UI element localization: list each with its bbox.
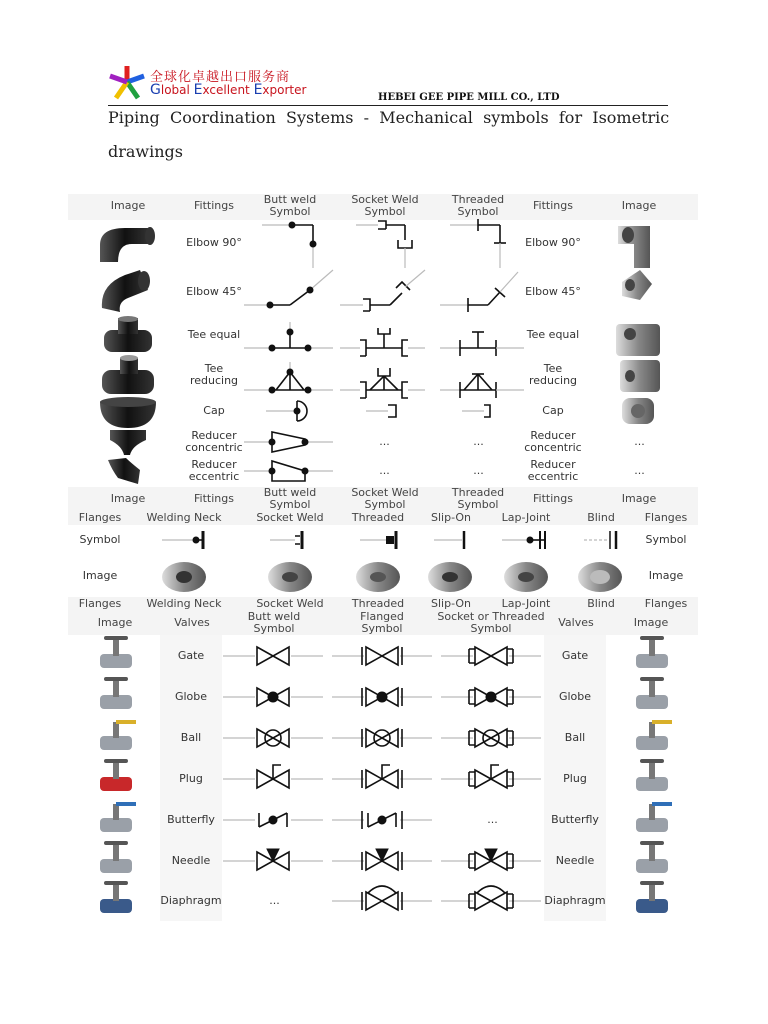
fittings-header-cell: Fittings xyxy=(533,199,573,212)
fitting-name-right: Elbow 90° xyxy=(525,236,581,249)
page-title: Piping Coordination Systems - Mechanical symbols for Isometric xyxy=(108,108,670,127)
globe-valve-image-left xyxy=(100,677,132,709)
fittings-footer-cell: Fittings xyxy=(194,492,234,505)
flanges-footer-cell: Socket Weld xyxy=(256,597,324,610)
fitting-name-left: Tee equal xyxy=(187,328,241,341)
flanges-footer-cell: Lap-Joint xyxy=(501,597,551,610)
flanges-header-cell: Slip-On xyxy=(431,511,471,524)
fitting-name-left: Elbow 45° xyxy=(186,285,242,298)
fittings-footer-cell: Fittings xyxy=(533,492,573,505)
fittings-header-cell: Fittings xyxy=(194,199,234,212)
reducer-concentric-socket-ellipsis: ... xyxy=(379,435,390,448)
valve-name-left: Plug xyxy=(179,772,203,785)
fittings-footer-cell: Threaded Symbol xyxy=(451,486,505,511)
fittings-header-cell: Butt weld Symbol xyxy=(263,193,317,218)
fittings-footer-cell: Image xyxy=(621,492,657,505)
fitting-name-left: Cap xyxy=(203,404,225,417)
diaphragm-valve-image-left xyxy=(100,881,132,913)
logo-en-text: Global Excellent Exporter xyxy=(150,82,307,98)
fittings-header-cell: Image xyxy=(621,199,657,212)
fitting-name-right: Cap xyxy=(542,404,564,417)
fitting-name-left: Reducer concentric xyxy=(185,429,243,454)
valve-name-right: Gate xyxy=(561,649,589,662)
gate-valve-image-right xyxy=(636,636,668,668)
butterfly-threaded-ellipsis: ... xyxy=(487,813,498,826)
flange-symbol-label-right: Symbol xyxy=(645,533,687,546)
fittings-footer-cell: Socket Weld Symbol xyxy=(351,486,419,511)
fitting-name-left: Elbow 90° xyxy=(186,236,242,249)
valve-name-left: Globe xyxy=(174,690,208,703)
company-name: HEBEI GEE PIPE MILL CO., LTD xyxy=(378,92,560,103)
valves-header-cell: Image xyxy=(633,616,669,629)
flanges-footer-cell: Welding Neck xyxy=(146,597,222,610)
needle-valve-image-right xyxy=(636,841,668,873)
reducer-concentric-threaded-ellipsis: ... xyxy=(473,435,484,448)
valve-name-left: Diaphragm xyxy=(160,894,222,907)
flanges-header-cell: Welding Neck xyxy=(146,511,222,524)
plug-valve-image-left xyxy=(100,759,132,791)
valve-name-right: Globe xyxy=(558,690,592,703)
fittings-footer-cell: Image xyxy=(110,492,146,505)
valves-header-cell: Image xyxy=(97,616,133,629)
valve-name-left: Butterfly xyxy=(167,813,215,826)
valve-name-right: Butterfly xyxy=(551,813,599,826)
flange-symbol-label-left: Symbol xyxy=(79,533,121,546)
valve-name-right: Needle xyxy=(555,854,595,867)
butterfly-valve-image-right xyxy=(636,802,672,832)
valve-name-left: Ball xyxy=(180,731,202,744)
flanges-header-cell: Lap-Joint xyxy=(501,511,551,524)
flanges-header-cell: Socket Weld xyxy=(256,511,324,524)
valve-name-right: Plug xyxy=(563,772,587,785)
butterfly-valve-image-left xyxy=(100,802,136,832)
valve-name-left: Needle xyxy=(171,854,211,867)
fitting-name-right: Elbow 45° xyxy=(525,285,581,298)
flanges-footer-cell: Slip-On xyxy=(431,597,471,610)
valves-header-cell: Socket or Threaded Symbol xyxy=(437,610,545,635)
fittings-header-cell: Threaded Symbol xyxy=(451,193,505,218)
flanges-footer-cell: Flanges xyxy=(644,597,688,610)
fittings-header-cell: Image xyxy=(110,199,146,212)
diaphragm-butt-ellipsis: ... xyxy=(269,894,280,907)
fitting-name-right: Tee equal xyxy=(526,328,580,341)
valves-header-cell: Flanged Symbol xyxy=(360,610,404,635)
fitting-name-left: Tee reducing xyxy=(189,362,239,387)
reducer-concentric-image-right: ... xyxy=(634,435,645,448)
plug-valve-image-right xyxy=(636,759,668,791)
valves-header-cell: Valves xyxy=(174,616,210,629)
needle-valve-image-left xyxy=(100,841,132,873)
fitting-name-left: Reducer eccentric xyxy=(188,458,240,483)
flanges-footer-cell: Flanges xyxy=(78,597,122,610)
gate-valve-image-left xyxy=(100,636,132,668)
flanges-header-cell: Threaded xyxy=(351,511,405,524)
valves-header-cell: Valves xyxy=(558,616,594,629)
ball-valve-image-left xyxy=(100,720,136,750)
fittings-header-cell: Socket Weld Symbol xyxy=(351,193,419,218)
fitting-name-right: Reducer concentric xyxy=(524,429,582,454)
flanges-footer-cell: Threaded xyxy=(351,597,405,610)
fitting-name-right: Reducer eccentric xyxy=(527,458,579,483)
globe-valve-image-right xyxy=(636,677,668,709)
flange-image-label-right: Image xyxy=(648,569,684,582)
reducer-eccentric-threaded-ellipsis: ... xyxy=(473,464,484,477)
flanges-header-cell: Blind xyxy=(587,511,615,524)
valve-name-right: Diaphragm xyxy=(544,894,606,907)
fittings-footer-cell: Butt weld Symbol xyxy=(263,486,317,511)
reducer-eccentric-image-right: ... xyxy=(634,464,645,477)
flanges-header-cell: Flanges xyxy=(644,511,688,524)
flanges-footer-cell: Blind xyxy=(587,597,615,610)
ball-valve-image-right xyxy=(636,720,672,750)
valve-name-left: Gate xyxy=(177,649,205,662)
diaphragm-valve-image-right xyxy=(636,881,668,913)
flange-image-label-left: Image xyxy=(82,569,118,582)
valve-name-right: Ball xyxy=(564,731,586,744)
valves-header-cell: Butt weld Symbol xyxy=(247,610,301,635)
reducer-eccentric-socket-ellipsis: ... xyxy=(379,464,390,477)
flanges-header-cell: Flanges xyxy=(78,511,122,524)
fitting-name-right: Tee reducing xyxy=(528,362,578,387)
page-title-2: drawings xyxy=(108,142,183,161)
logo-cn-text: 全球化卓越出口服务商 xyxy=(150,70,291,85)
